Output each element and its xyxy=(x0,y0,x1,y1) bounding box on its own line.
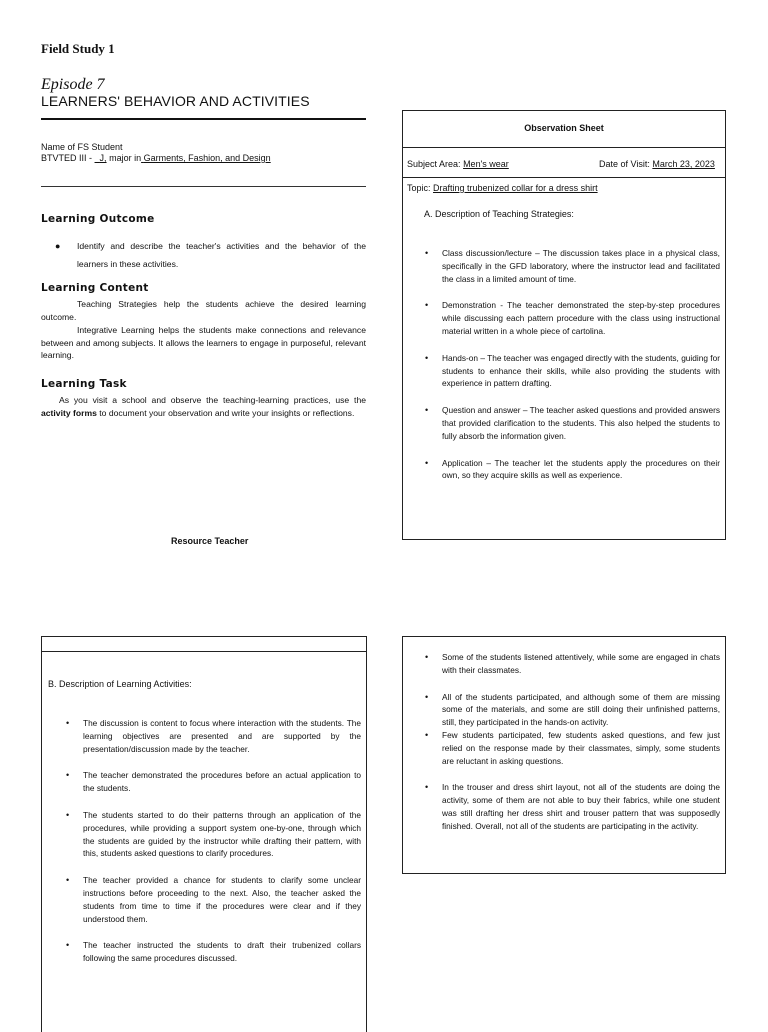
list-item: • Demonstration - The teacher demonstrated the step-by-step procedures while discussing each pattern procedure with the class using instructional material written in a whole piece of cartolina. xyxy=(442,299,720,337)
list-item: • Question and answer – The teacher asked questions and provided answers that provided clarification to the students. This also helped the students to fully absorb the information given. xyxy=(442,404,720,442)
list-item: • The teacher demonstrated the procedures before an actual application to the students. xyxy=(83,769,361,795)
subject-divider xyxy=(403,177,725,178)
major-value: Garments, Fashion, and Design xyxy=(143,153,271,163)
list-item: • Hands-on – The teacher was engaged directly with the students, guiding for students to enhance their skills, while also providing the students with experience in pattern drafting. xyxy=(442,352,720,390)
list-item: • The discussion is content to focus where interaction with the students. The learning objectives are presented and are supported by the presentation/discussion made by the teacher. xyxy=(83,717,361,755)
learning-outcome-heading: Learning Outcome xyxy=(41,213,155,225)
learner-behaviors-box xyxy=(402,636,726,874)
title-divider xyxy=(41,118,366,120)
episode-label: Episode 7 xyxy=(41,76,105,93)
learning-content-p2: Integrative Learning helps the students make connections and relevance between and among subjects. It allows the learners to engage in purposeful, relevant learning. xyxy=(41,325,366,361)
observation-title-divider xyxy=(403,147,725,148)
section-a-label: A. Description of Teaching Strategies: xyxy=(424,209,574,219)
list-item: • Some of the students listened attentively, while some are engaged in chats with their classmates. xyxy=(442,651,720,677)
learning-content-heading: Learning Content xyxy=(41,282,149,294)
learning-outcome-bullet: ● Identify and describe the teacher's activities and the behavior of the learners in these activities. xyxy=(77,237,366,273)
learning-task-heading: Learning Task xyxy=(41,378,127,390)
observation-sheet-box xyxy=(402,110,726,540)
page-title: LEARNERS' BEHAVIOR AND ACTIVITIES xyxy=(41,93,310,109)
program-prefix: BTVTED III - xyxy=(41,153,93,163)
learning-activities-list xyxy=(83,717,361,965)
program-initial: J, xyxy=(99,153,107,163)
student-divider xyxy=(41,186,366,187)
teaching-strategies-list xyxy=(442,247,720,482)
activities-header-divider xyxy=(42,651,366,652)
learning-task-text: As you visit a school and observe the teaching-learning practices, use the activity forms to document your observation and write your insights or reflections. xyxy=(41,395,366,418)
learner-behaviors-list xyxy=(442,651,720,833)
observation-sheet-title: Observation Sheet xyxy=(524,123,604,133)
section-b-label: B. Description of Learning Activities: xyxy=(48,679,192,689)
student-program-line xyxy=(41,153,271,164)
list-item: • The teacher instructed the students to draft their trubenized collars following the same procedures discussed. xyxy=(83,939,361,965)
major-text: major in xyxy=(109,153,142,163)
list-item: • In the trouser and dress shirt layout, not all of the students are doing the activity, some of them are not able to buy their fabrics, while one student was still drafting her dress shirt and trouser pattern that was supposedly finished. Overall, not all of the students are participating in the activity. xyxy=(442,781,720,832)
learning-activities-box xyxy=(41,636,367,1032)
topic-line: Topic: Drafting trubenized collar for a dress shirt xyxy=(407,183,598,193)
list-item: • The teacher provided a chance for students to clarify some unclear instructions before proceeding to the next. Also, the teacher asked the students from time to time if the procedures were clear and if they understood them. xyxy=(83,874,361,925)
learning-content-p1: Teaching Strategies help the students achieve the desired learning outcome. xyxy=(41,299,366,322)
list-item: • Class discussion/lecture – The discussion takes place in a physical class, specifically in the GFD laboratory, where the instructor lead and facilitated the class in a limited amount of time. xyxy=(442,247,720,285)
list-item: • Few students participated, few students asked questions, and few just relied on the response made by their classmates, simply, some students are reluctant in asking questions. xyxy=(442,729,720,767)
date-of-visit: Date of Visit: March 23, 2023 xyxy=(599,159,715,169)
subject-area: Subject Area: Men's wear xyxy=(407,159,509,169)
activity-forms-bold: activity forms xyxy=(41,407,97,418)
student-name-label: Name of FS Student xyxy=(41,142,123,152)
resource-teacher-label: Resource Teacher xyxy=(171,536,249,546)
list-item: • Application – The teacher let the students apply the procedures on their own, so they acquire skills as well as experience. xyxy=(442,457,720,483)
bullet-icon: ● xyxy=(55,241,61,251)
list-item: • The students started to do their patterns through an application of the procedures, while providing a support system one-by-one, through which the students are guided by the instructor while drafting their pattern, with this, students asked questions to clarify procedures. xyxy=(83,809,361,860)
course-title: Field Study 1 xyxy=(41,41,115,56)
list-item: • All of the students participated, and although some of them are missing some of the materials, and some are still doing their unfinished patterns, still, they participated in the hands-on activity. xyxy=(442,691,720,729)
